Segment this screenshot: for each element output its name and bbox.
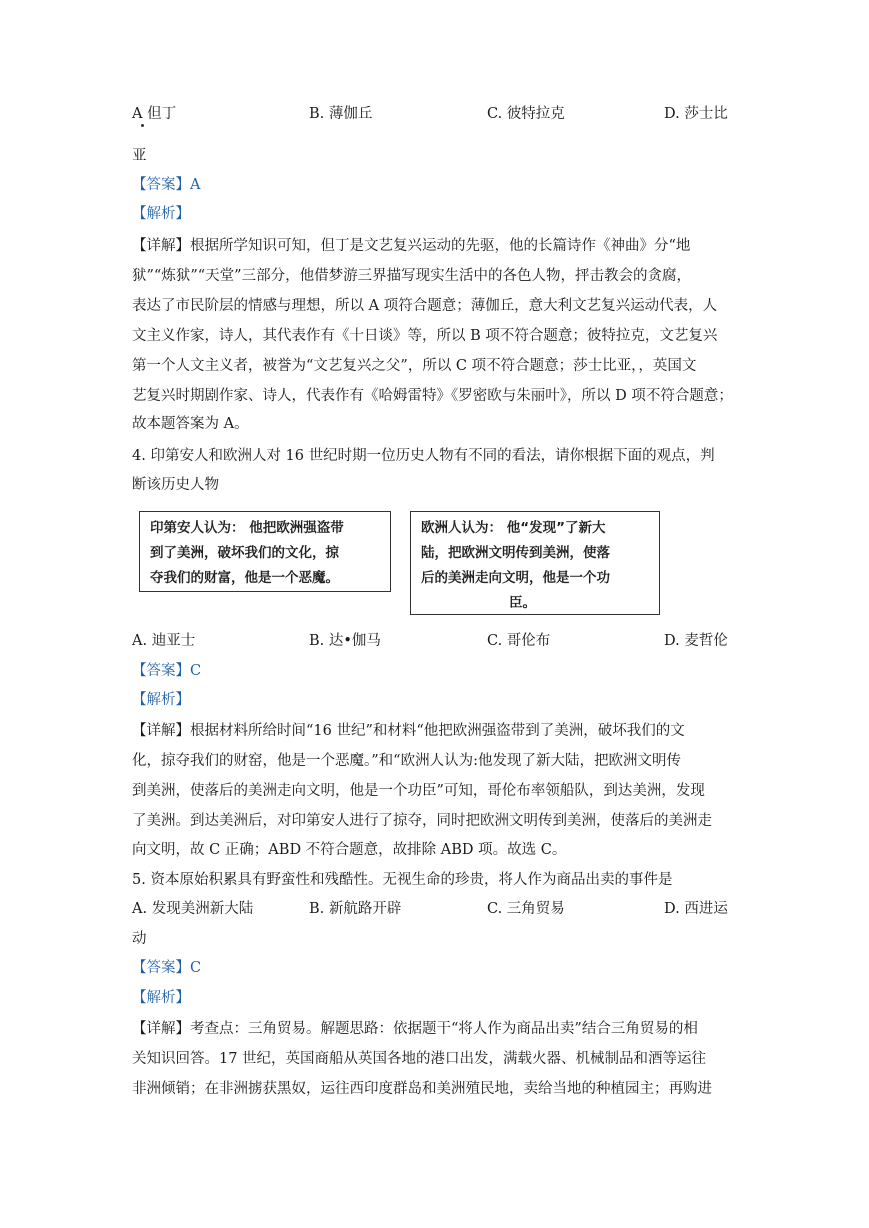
q5-option-c: C. 三角贸易 — [487, 901, 565, 917]
q5-option-d: D. 西进运 — [664, 901, 728, 917]
indian-view-box — [139, 511, 391, 592]
q4-stem-line: 4. 印第安人和欧洲人对 16 世纪时期一位历史人物有不同的看法，请你根据下面的观点，判 — [132, 448, 715, 464]
q5-detail-line: 【详解】考查点：三角贸易。解题思路：依据题干“将人作为商品出卖”结合三角贸易的相 — [132, 1021, 698, 1037]
q3-detail-line: 故本题答案为 A。 — [132, 416, 249, 432]
q5-option-wrap: 动 — [132, 931, 147, 947]
q4-analysis-label: 【解析】 — [132, 692, 190, 708]
q5-detail-line: 非洲倾销；在非洲掳获黑奴，运往西印度群岛和美洲殖民地，卖给当地的种植园主；再购进 — [132, 1081, 712, 1097]
q4-detail-line: 【详解】根据材料所给时间“16 世纪”和材料“他把欧洲强盗带到了美洲，破坏我们的文 — [132, 723, 685, 739]
box-line: 欧洲人认为： 他“发现”了新大 — [421, 520, 606, 536]
box-line: 后的美洲走向文明，他是一个功 — [421, 570, 610, 586]
q4-detail-line: 向文明，故 C 正确；ABD 不符合题意，故排除 ABD 项。故选 C。 — [132, 842, 567, 858]
q4-option-a: A. 迪亚士 — [132, 633, 196, 649]
q3-option-a: A 但丁 — [132, 106, 177, 122]
box-line: 夺我们的财富，他是一个恶魔。 — [150, 570, 339, 586]
box-line: 臣。 — [509, 595, 536, 611]
q4-option-d: D. 麦哲伦 — [664, 633, 728, 649]
european-view-box — [410, 511, 660, 615]
q3-detail-line: 狱”“炼狱”“天堂”三部分，他借梦游三界描写现实生活中的各色人物，抨击教会的贪腐， — [132, 268, 692, 284]
emphasis-dot — [141, 124, 144, 127]
q5-option-a: A. 发现美洲新大陆 — [132, 901, 254, 917]
q5-option-b: B. 新航路开辟 — [309, 901, 402, 917]
q5-detail-line: 关知识回答。17 世纪，英国商船从英国各地的港口出发，满载火器、机械制品和酒等运往 — [132, 1051, 707, 1067]
q3-detail-line: 表达了市民阶层的情感与理想，所以 A 项符合题意；薄伽丘，意大利文艺复兴运动代表，人 — [132, 298, 718, 314]
box-line: 印第安人认为： 他把欧洲强盗带 — [150, 520, 344, 536]
q3-option-d: D. 莎士比 — [664, 106, 728, 122]
box-line: 到了美洲，破坏我们的文化，掠 — [150, 545, 339, 561]
q3-detail-line: 【详解】根据所学知识可知，但丁是文艺复兴运动的先驱，他的长篇诗作《神曲》分“地 — [132, 238, 691, 254]
q4-option-c: C. 哥伦布 — [487, 633, 551, 649]
q4-stem-line: 断该历史人物 — [132, 477, 219, 493]
q4-detail-line: 化，掠夺我们的财窑，他是一个恶魔。”和“欧洲人认为:他发现了新大陆，把欧洲文明传 — [132, 753, 681, 769]
q5-analysis-label: 【解析】 — [132, 990, 190, 1006]
q3-analysis-label: 【解析】 — [132, 206, 190, 222]
q3-detail-line: 艺复兴时期剧作家、诗人，代表作有《哈姆雷特》《罗密欧与朱丽叶》，所以 D 项不符合题意； — [132, 388, 733, 404]
q3-detail-line: 文主义作家，诗人，其代表作有《十日谈》等，所以 B 项不符合题意；彼特拉克，文艺复兴 — [132, 328, 718, 344]
q4-detail-line: 了美洲。到达美洲后，对印第安人进行了掠夺，同时把欧洲文明传到美洲，使落后的美洲走 — [132, 813, 712, 829]
q4-detail-line: 到美洲，使落后的美洲走向文明，他是一个功臣”可知，哥伦布率领船队，到达美洲，发现 — [132, 783, 705, 799]
q3-answer-label: 【答案】A — [132, 177, 201, 193]
q3-detail-line: 第一个人文主义者，被誉为“文艺复兴之父”，所以 C 项不符合题意；莎士比亚，，英国文 — [132, 358, 697, 374]
q3-option-b: B. 薄伽丘 — [309, 106, 373, 122]
q5-stem: 5. 资本原始积累具有野蛮性和残酷性。无视生命的珍贵，将人作为商品出卖的事件是 — [132, 872, 673, 888]
q4-answer-label: 【答案】C — [132, 663, 202, 679]
q3-option-wrap: 亚 — [132, 148, 147, 164]
q5-answer-label: 【答案】C — [132, 960, 202, 976]
box-line: 陆，把欧洲文明传到美洲，使落 — [421, 545, 610, 561]
q3-option-c: C. 彼特拉克 — [487, 106, 565, 122]
q4-option-b: B. 达•伽马 — [309, 633, 381, 649]
